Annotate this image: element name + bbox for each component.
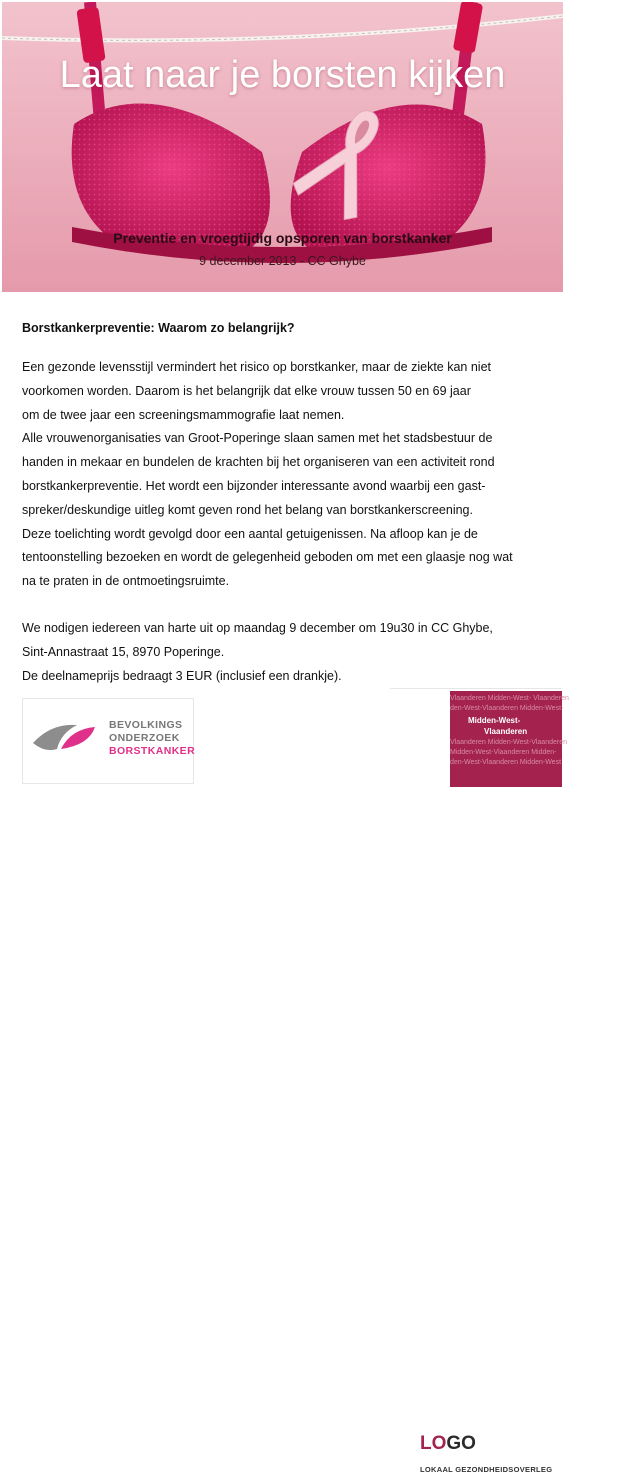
logo-swoosh-icon bbox=[31, 719, 97, 759]
hero-bra-image bbox=[2, 2, 563, 292]
text-line: Een gezonde levensstijl vermindert het risico op borstkanker, maar de ziekte kan niet bbox=[22, 360, 491, 374]
logo-wordmark: LOGO bbox=[420, 1433, 476, 1454]
hero-subtitle: Preventie en vroegtijdig opsporen van borstkanker bbox=[113, 230, 452, 246]
text-line: Alle vrouwenorganisaties van Groot-Poperinge slaan samen met het stadsbestuur de bbox=[22, 431, 493, 446]
text-line: voorkomen worden. Daarom is het belangrijk dat elke vrouw tussen 50 en 69 jaar bbox=[22, 383, 471, 398]
logo-line-1: BEVOLKINGS bbox=[109, 719, 183, 731]
text-line: handen in mekaar en bundelen de krachten bij het organiseren van een activiteit rond bbox=[22, 455, 495, 470]
article-paragraph-1 bbox=[22, 356, 582, 594]
logo-gezondheidsoverleg bbox=[390, 688, 569, 1474]
logo-line-3: BORSTKANKER bbox=[109, 745, 196, 757]
region-line-2: Midden-West- bbox=[468, 716, 521, 725]
region-line-3: Vlaanderen bbox=[484, 727, 528, 736]
text-line: Sint-Annastraat 15, 8970 Poperinge. bbox=[22, 644, 225, 659]
hero-banner bbox=[2, 2, 563, 292]
hero-title: Laat naar je borsten kijken bbox=[59, 54, 506, 96]
text-line: Deze toelichting wordt gevolgd door een aantal getuigenissen. Na afloop kan je de bbox=[22, 526, 478, 541]
text-line: spreker/deskundige uitleg komt geven rond het belang van borstkankerscreening. bbox=[22, 502, 473, 517]
logo-region-box: Vlaanderen Midden-West- Vlaanderen den-West-Vlaanderen Midden-West- Vlaanderen Midden-West-Vlaanderen Midden-West-Vlaanderen Midden- den-West-Vlaanderen Midden-West Midden-West- Vlaanderen bbox=[450, 691, 562, 787]
article-paragraph-2 bbox=[22, 617, 582, 688]
event-date-location: 9 december 2013 - CC Ghybe bbox=[199, 254, 366, 268]
text-line: We nodigen iedereen van harte uit op maandag 9 december om 19u30 in CC Ghybe, bbox=[22, 620, 493, 635]
text-line: tentoonstelling bezoeken en wordt de gelegenheid geboden om met een glaasje nog wat bbox=[22, 550, 513, 565]
bevolkingsonderzoek-logo bbox=[22, 698, 194, 784]
logo-tagline: LOKAAL GEZONDHEIDSOVERLEG bbox=[420, 1465, 553, 1474]
text-line: borstkankerpreventie. Het wordt een bijzonder interessante avond waarbij een gast- bbox=[22, 478, 486, 493]
article-heading: Borstkankerpreventie: Waarom zo belangrijk? bbox=[22, 321, 295, 335]
text-line: om de twee jaar een screeningsmammografie laat nemen. bbox=[22, 407, 345, 422]
article bbox=[22, 318, 582, 688]
text-line: na te praten in de ontmoetingsruimte. bbox=[22, 574, 230, 589]
text-line: De deelnameprijs bedraagt 3 EUR (inclusief een drankje). bbox=[22, 668, 342, 683]
logo-line-2: ONDERZOEK bbox=[109, 732, 180, 744]
